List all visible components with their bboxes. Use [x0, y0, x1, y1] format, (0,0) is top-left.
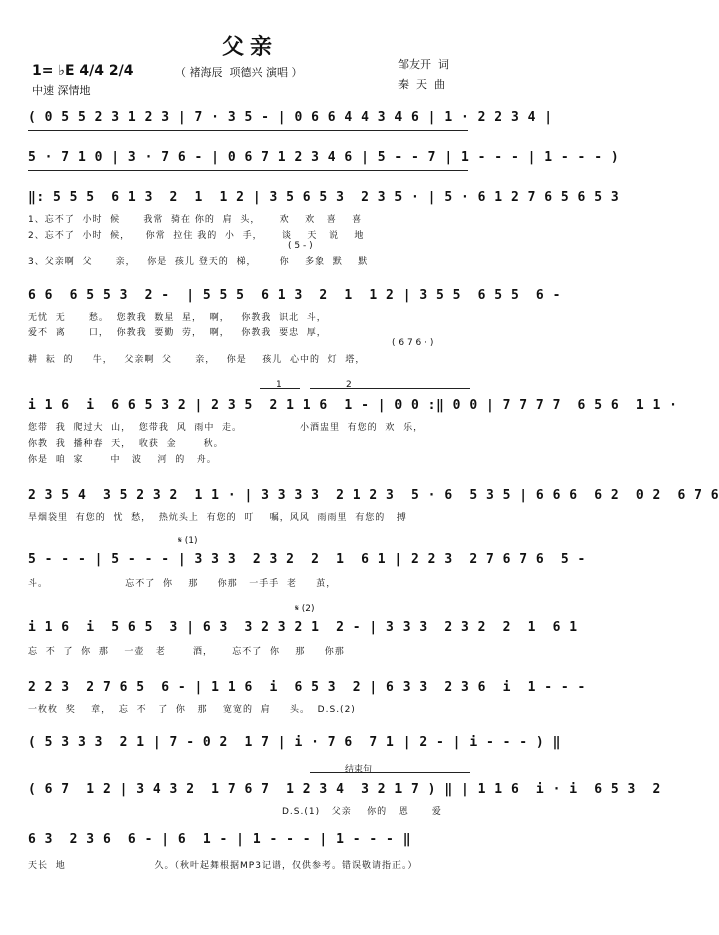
lyric-3-verse-3: 3、父亲啊 父 亲， 你是 孩儿 登天的 梯， 你 多象 默 默 — [28, 257, 369, 267]
lyric-8: 忘 不 了 你 那 一壶 老 酒， 忘不了 你 那 你那 — [28, 647, 345, 657]
performers: （ 褚海辰 项德兴 演唱 ） — [175, 66, 303, 79]
score-line-9: 2 2 3 2 7 6 5 6 - | 1 1 6 i 6 5 3 2 | 6 3 3 2 3 6 i 1 - - - — [28, 680, 586, 695]
lyric-11: D.S.(1) 父亲 你的 恩 爱 — [282, 807, 442, 817]
lyric-7: 斗。 忘不了 你 那 你那 一手手 老 茧， — [28, 579, 337, 589]
score-line-2: 5 · 7 1 0 | 3 · 7 6 - | 0 6 7 1 2 3 4 6 | 5 - - 7 | 1 - - - | 1 - - - ) — [28, 150, 620, 165]
volta-1: 1 — [276, 380, 282, 390]
lyric-3-verse-1: 1、忘不了 小时 候 我常 骑在 你的 肩 头， 欢 欢 喜 喜 — [28, 215, 363, 225]
tempo-marking: 中速 深情地 — [32, 84, 91, 97]
score-line-3: ‖: 5 5 5 6 1 3 2 1 1 2 | 3 5 6 5 3 2 3 5 · | 5 · 6 1 2 7 6 5 6 5 3 — [28, 190, 620, 205]
lyricist-credit: 邹友开 词 — [398, 58, 449, 71]
score-line-1: ( 0 5 5 2 3 1 2 3 | 7 · 3 5 - | 0 6 6 4 4 3 4 6 | 1 · 2 2 3 4 | — [28, 110, 553, 125]
score-line-8: i 1 6 i 5 6 5 3 | 6 3 3 2 3 2 1 2 - | 3 3 3 2 3 2 2 1 6 1 — [28, 620, 578, 635]
lyric-3-verse-2: 2、忘不了 小时 候， 你常 拉住 我的 小 手， 谈 天 说 地 — [28, 231, 365, 241]
interlude-3: ( 5 - ) — [288, 241, 313, 251]
lyric-4-verse-1: 无忧 无 愁。 您教我 数星 星， 啊， 你教我 识北 斗， — [28, 313, 327, 323]
lyric-5-verse-1: 您带 我 爬过大 山， 您带我 风 雨中 走。 小酒盅里 有您的 欢 乐， — [28, 423, 424, 433]
key-signature: 1= ♭E 4/4 2/4 — [32, 63, 134, 79]
lyric-4-verse-2: 爱不 离 口， 你教我 要勤 劳， 啊， 你教我 要忠 厚， — [28, 328, 327, 338]
interlude-4: ( 6 7 6 · ) — [392, 338, 434, 348]
score-line-7: 5 - - - | 5 - - - | 3 3 3 2 3 2 2 1 6 1 | 2 2 3 2 7 6 7 6 5 - — [28, 552, 586, 567]
score-line-10: ( 5 3 3 3 2 1 | 7 - 0 2 1 7 | i · 7 6 7 1 | 2 - | i - - - ) ‖ — [28, 735, 561, 750]
segno-1: 𝄋 (1) — [178, 536, 198, 546]
composer-credit: 秦 天 曲 — [398, 78, 445, 91]
lyric-4-verse-3: 耕 耘 的 牛， 父亲啊 父 亲， 你是 孩儿 心中的 灯 塔， — [28, 355, 366, 365]
lyric-5-verse-3: 你是 咱 家 中 波 河 的 舟。 — [28, 455, 217, 465]
score-line-5: i 1 6 i 6 6 5 3 2 | 2 3 5 2 1 1 6 1 - | 0 0 :‖ 0 0 | 7 7 7 7 6 5 6 1 1 · — [28, 398, 678, 413]
lyric-6: 旱烟袋里 有您的 忧 愁， 热炕头上 有您的 叮 嘱，风风 雨雨里 有您的 搏 — [28, 513, 407, 523]
song-title: 父亲 — [222, 35, 279, 60]
score-line-4: 6 6 6 5 5 3 2 - | 5 5 5 6 1 3 2 1 1 2 | 3 5 5 6 5 5 6 - — [28, 288, 561, 303]
lyric-5-verse-2: 你教 我 播种春 天， 收获 金 秋。 — [28, 439, 224, 449]
score-line-11: ( 6 7 1 2 | 3 4 3 2 1 7 6 7 1 2 3 4 3 2 1 7 ) ‖ | 1 1 6 i · i 6 5 3 2 — [28, 782, 661, 797]
score-line-12: 6 3 2 3 6 6 - | 6 1 - | 1 - - - | 1 - - - ‖ — [28, 832, 412, 847]
segno-2: 𝄋 (2) — [295, 604, 315, 614]
volta-2: 2 — [346, 380, 352, 390]
score-line-6: 2 3 5 4 3 5 2 3 2 1 1 · | 3 3 3 3 2 1 2 3 5 · 6 5 3 5 | 6 6 6 6 2 0 2 6 7 6 — [28, 488, 719, 503]
lyric-12-and-footnote: 天长 地 久。（秋叶起舞根据MP3记谱，仅供参考。错误敬请指正。） — [28, 861, 418, 871]
lyric-9: 一枚枚 奖 章， 忘 不 了 你 那 宽宽的 肩 头。 D.S.(2) — [28, 705, 356, 715]
coda-label: 结束句 — [345, 765, 373, 775]
